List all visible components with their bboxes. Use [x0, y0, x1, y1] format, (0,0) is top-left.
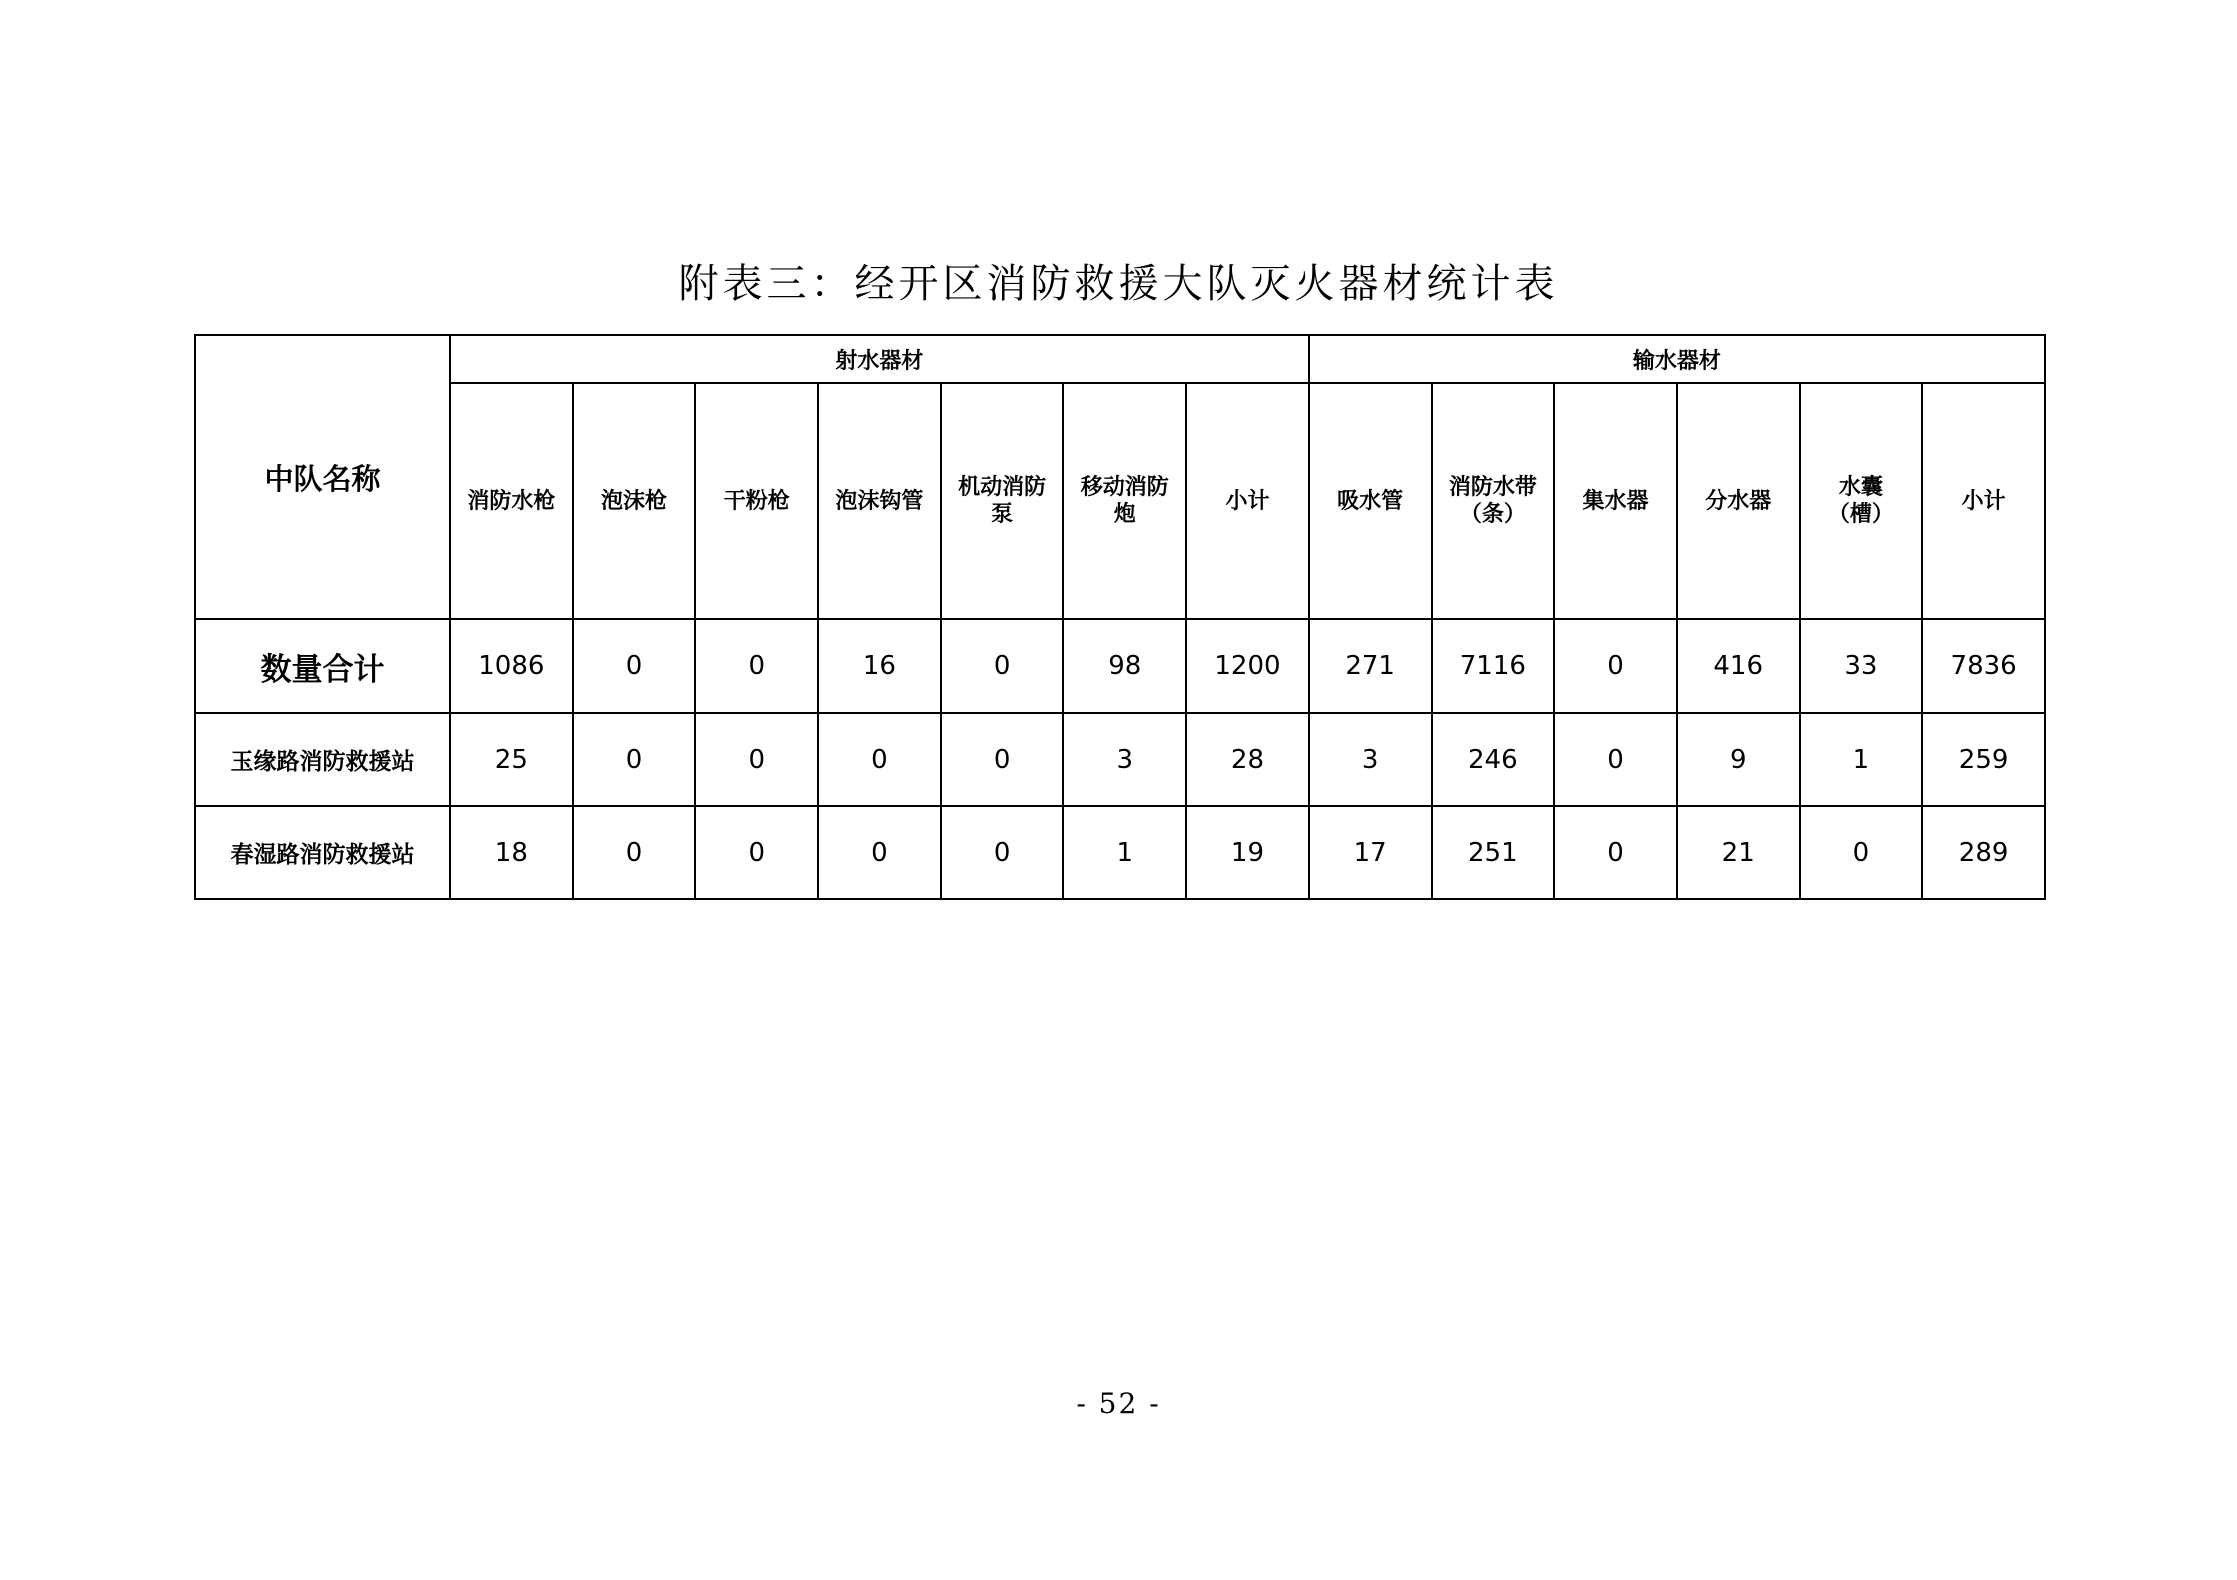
table-cell: 0: [1554, 619, 1677, 713]
table-cell: 0: [695, 713, 818, 806]
table-cell: 416: [1677, 619, 1800, 713]
table-cell: 19: [1186, 806, 1309, 899]
equipment-statistics-table: [194, 334, 2046, 900]
column-header: 集水器: [1554, 383, 1677, 619]
table-group-header-row: [195, 335, 2045, 383]
column-header: 吸水管: [1309, 383, 1432, 619]
row-name: 玉缘路消防救援站: [195, 713, 450, 806]
group-header-water-supply-equipment: 输水器材: [1309, 335, 2045, 383]
table-cell: 0: [573, 806, 696, 899]
table-cell: 28: [1186, 713, 1309, 806]
table-cell: 259: [1922, 713, 2045, 806]
table-cell: 0: [818, 713, 941, 806]
table-cell: 7116: [1432, 619, 1555, 713]
table-cell: 0: [818, 806, 941, 899]
table-row: [195, 713, 2045, 806]
table-cell: 0: [695, 619, 818, 713]
table-cell: 18: [450, 806, 573, 899]
column-header: 泡沫钩管: [818, 383, 941, 619]
table-cell: 251: [1432, 806, 1555, 899]
page-number: - 52 -: [1076, 1387, 1161, 1420]
row-name: 春湿路消防救援站: [195, 806, 450, 899]
table-cell: 0: [573, 619, 696, 713]
group-header-spray-equipment: 射水器材: [450, 335, 1309, 383]
table-cell: 289: [1922, 806, 2045, 899]
table-cell: 1086: [450, 619, 573, 713]
table-cell: 7836: [1922, 619, 2045, 713]
corner-header: 中队名称: [195, 335, 450, 619]
column-header: 消防水枪: [450, 383, 573, 619]
table-cell: 25: [450, 713, 573, 806]
column-header: 消防水带 （条）: [1432, 383, 1555, 619]
table-cell: 98: [1063, 619, 1186, 713]
table-cell: 0: [573, 713, 696, 806]
table-cell: 3: [1063, 713, 1186, 806]
column-header: 小计: [1186, 383, 1309, 619]
column-header: 水囊 （槽）: [1800, 383, 1923, 619]
table-cell: 1: [1800, 713, 1923, 806]
table-row: [195, 806, 2045, 899]
table-cell: 0: [941, 806, 1064, 899]
column-header: 泡沫枪: [573, 383, 696, 619]
table-cell: 0: [941, 619, 1064, 713]
table-cell: 9: [1677, 713, 1800, 806]
document-title: 附表三：经开区消防救援大队灭火器材统计表: [678, 261, 1559, 307]
table-cell: 21: [1677, 806, 1800, 899]
table-cell: 0: [695, 806, 818, 899]
column-header: 机动消防 泵: [941, 383, 1064, 619]
column-header: 小计: [1922, 383, 2045, 619]
table-column-header-row: [195, 383, 2045, 619]
table-cell: 1200: [1186, 619, 1309, 713]
column-header: 分水器: [1677, 383, 1800, 619]
table-cell: 0: [1800, 806, 1923, 899]
table-cell: 0: [1554, 806, 1677, 899]
table-cell: 33: [1800, 619, 1923, 713]
table-cell: 246: [1432, 713, 1555, 806]
table-cell: 1: [1063, 806, 1186, 899]
row-name: 数量合计: [195, 619, 450, 713]
table-cell: 3: [1309, 713, 1432, 806]
table-cell: 17: [1309, 806, 1432, 899]
table-cell: 0: [1554, 713, 1677, 806]
column-header: 移动消防 炮: [1063, 383, 1186, 619]
column-header: 干粉枪: [695, 383, 818, 619]
table-cell: 0: [941, 713, 1064, 806]
table-cell: 16: [818, 619, 941, 713]
table-cell: 271: [1309, 619, 1432, 713]
table-row-total: [195, 619, 2045, 713]
